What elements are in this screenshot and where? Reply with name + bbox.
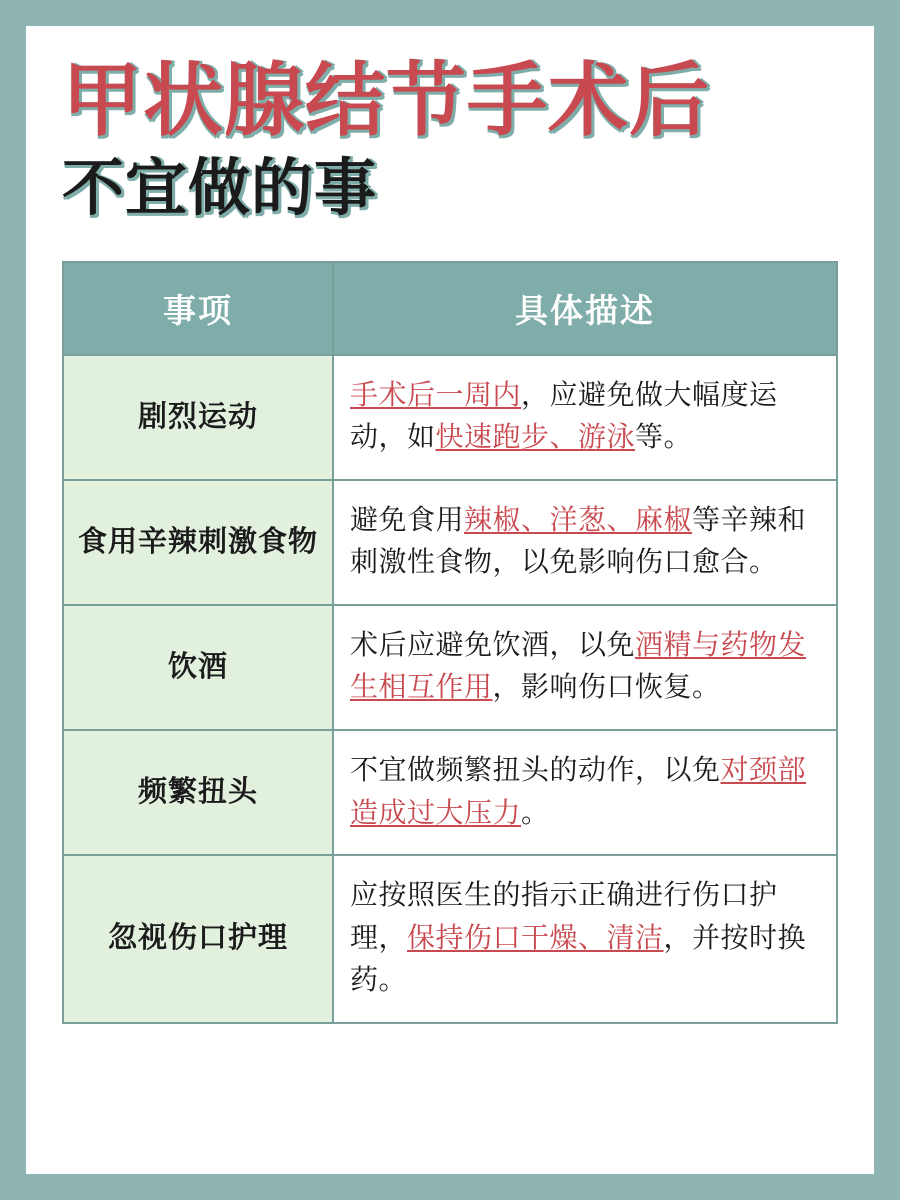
row-description	[333, 855, 837, 1023]
plain-text: 。	[521, 796, 550, 828]
plain-text: 应按照医生的指示正确进行伤口护理，	[350, 879, 778, 953]
title-block	[62, 56, 838, 223]
plain-text: 不宜做频繁扭头的动作，以免	[350, 753, 721, 785]
column-header-item: 事项	[63, 262, 333, 355]
highlighted-text: 辣椒、洋葱、麻椒	[464, 503, 693, 535]
row-item-label: 忽视伤口护理	[63, 855, 333, 1023]
table-body	[63, 355, 837, 1023]
row-description	[333, 355, 837, 480]
row-description	[333, 730, 837, 855]
table-row	[63, 355, 837, 480]
table-header-row	[63, 262, 837, 355]
table-head	[63, 262, 837, 355]
plain-text: 术后应避免饮酒，以免	[350, 628, 636, 660]
table-row	[63, 730, 837, 855]
advice-table	[62, 261, 838, 1024]
poster-card	[26, 26, 874, 1174]
highlighted-text: 手术后一周内	[350, 378, 522, 410]
highlighted-text: 快速跑步、游泳	[435, 421, 636, 453]
highlighted-text: 对颈部造成过大压力	[350, 753, 807, 828]
highlighted-text: 酒精与药物发生相互作用	[350, 628, 807, 703]
row-item-label: 频繁扭头	[63, 730, 333, 855]
plain-text: ，应避免做大幅度运动，如	[350, 378, 778, 453]
row-description	[333, 605, 837, 730]
row-description	[333, 480, 837, 605]
plain-text: 等。	[635, 421, 693, 453]
plain-text: ，并按时换药。	[350, 921, 807, 996]
row-item-label: 饮酒	[63, 605, 333, 730]
page-subtitle: 不宜做的事	[62, 153, 378, 223]
row-item-label: 食用辛辣刺激食物	[63, 480, 333, 605]
plain-text: ，影响伤口恢复。	[492, 671, 721, 703]
plain-text: 等辛辣和刺激性食物，以免影响伤口愈合。	[350, 503, 807, 578]
highlighted-text: 保持伤口干燥、清洁	[407, 921, 664, 953]
page-title: 甲状腺结节手术后	[62, 56, 710, 145]
table-row	[63, 605, 837, 730]
table-row	[63, 480, 837, 605]
table-row	[63, 855, 837, 1023]
column-header-description: 具体描述	[333, 262, 837, 355]
row-item-label: 剧烈运动	[63, 355, 333, 480]
plain-text: 避免食用	[350, 503, 465, 535]
